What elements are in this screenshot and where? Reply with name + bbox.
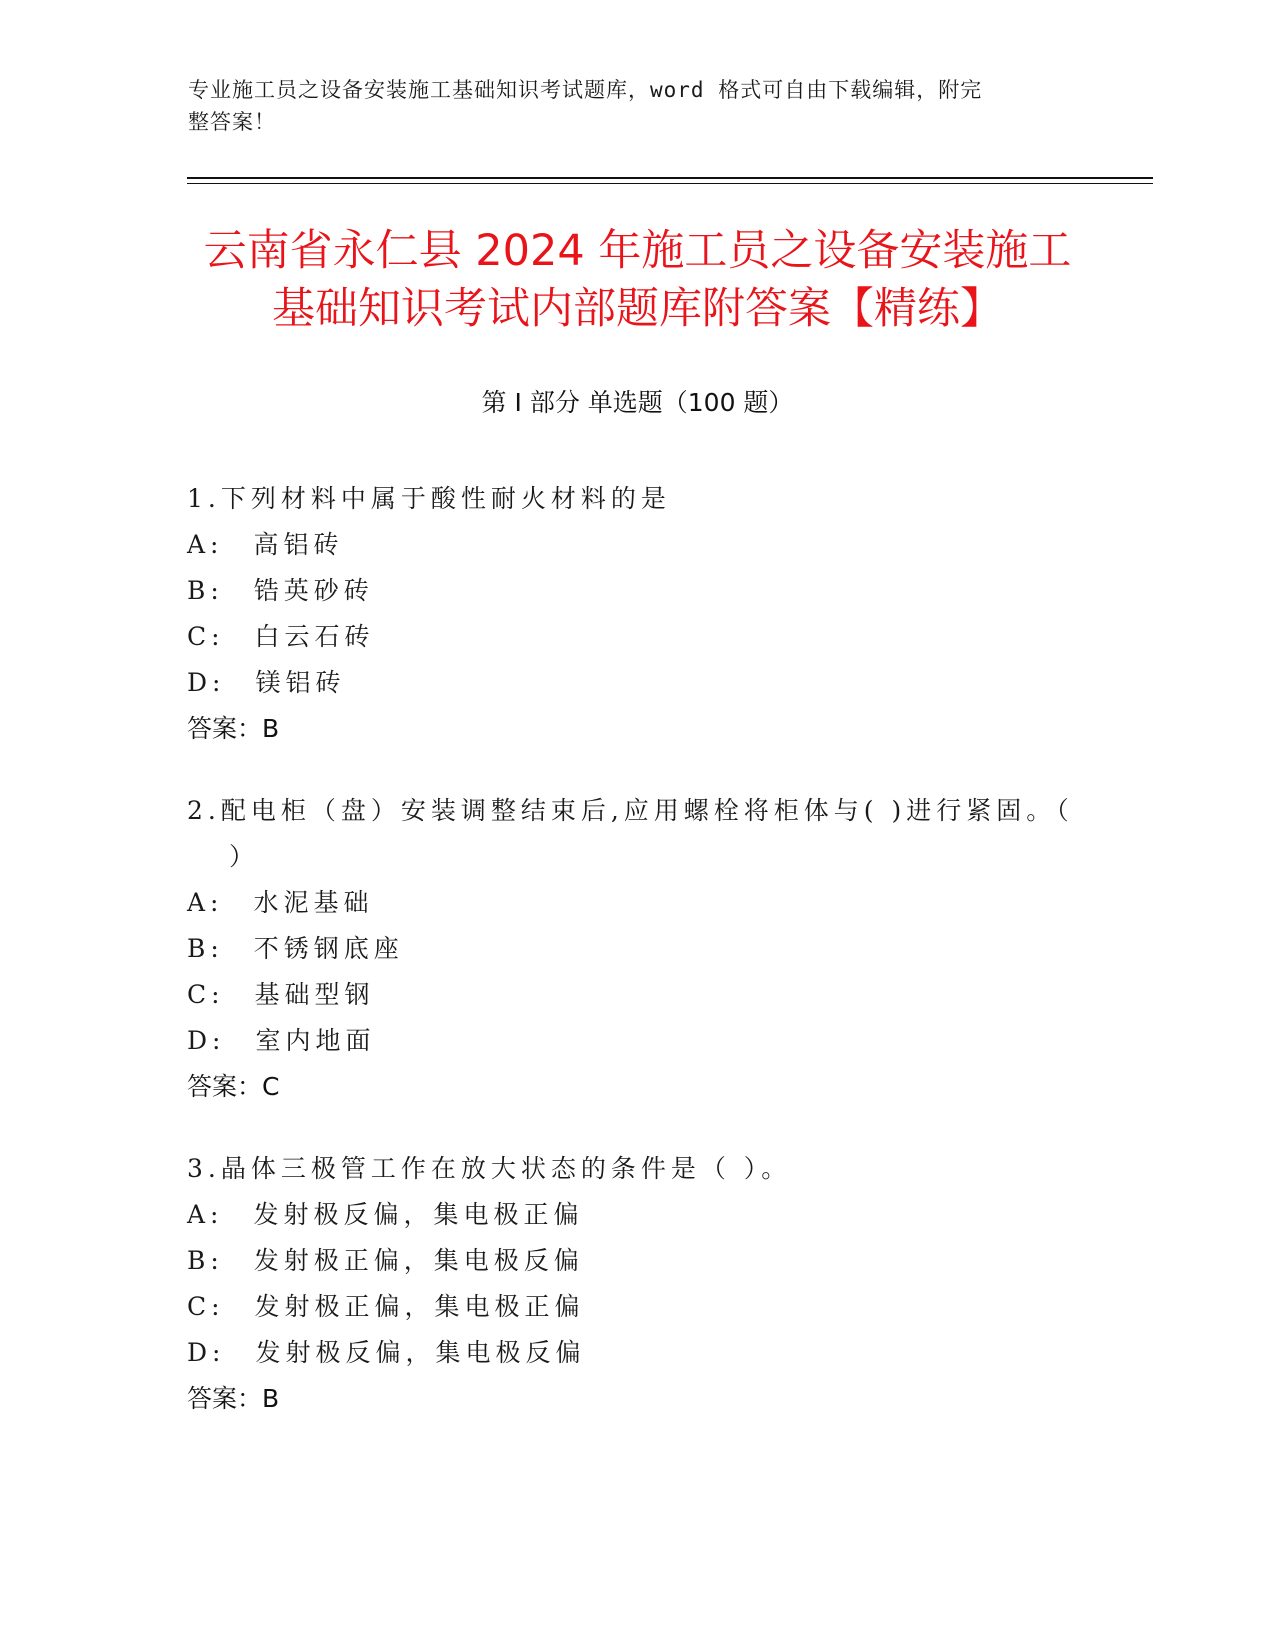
option-d: D: 镁铝砖: [187, 668, 346, 697]
option-c: C: 基础型钢: [187, 980, 375, 1009]
option-d: D: 发射极反偏，集电极反偏: [187, 1338, 586, 1367]
option-b: B: 锆英砂砖: [187, 576, 374, 605]
header-note-line-1: 专业施工员之设备安装施工基础知识考试题库，word 格式可自由下载编辑，附完: [188, 78, 983, 102]
question-1: [187, 476, 1087, 752]
question-stem: 1.下列材料中属于酸性耐火材料的是: [187, 484, 671, 513]
question-stem-continuation: ）: [229, 842, 260, 871]
header-note: [188, 74, 1068, 138]
answer-line: 答案：B: [187, 714, 280, 743]
option-a: A: 水泥基础: [187, 888, 374, 917]
answer-line: 答案：C: [187, 1072, 280, 1101]
option-a: A: 高铝砖: [187, 530, 344, 559]
answer-line: 答案：B: [187, 1384, 280, 1413]
document-title: [150, 222, 1125, 338]
option-b: B: 不锈钢底座: [187, 934, 404, 963]
question-stem: 2.配电柜（盘）安装调整结束后,应用螺栓将柜体与( )进行紧固。（: [187, 796, 1074, 825]
question-3: [187, 1146, 1087, 1422]
question-stem: 3.晶体三极管工作在放大状态的条件是（ ）。: [187, 1154, 792, 1183]
option-b: B: 发射极正偏，集电极反偏: [187, 1246, 584, 1275]
option-c: C: 发射极正偏，集电极正偏: [187, 1292, 585, 1321]
option-d: D: 室内地面: [187, 1026, 376, 1055]
section-heading: 第 I 部分 单选题（100 题）: [481, 388, 794, 417]
header-divider-thick: [187, 177, 1153, 179]
header-divider-thin: [187, 183, 1153, 184]
title-line-2: 基础知识考试内部题库附答案【精练】: [272, 284, 1003, 334]
question-2: [187, 788, 1087, 1110]
option-c: C: 白云石砖: [187, 622, 375, 651]
option-a: A: 发射极反偏，集电极正偏: [187, 1200, 584, 1229]
header-note-line-2: 整答案！: [188, 110, 276, 134]
title-line-1: 云南省永仁县 2024 年施工员之设备安装施工: [203, 226, 1072, 276]
question-list: [187, 476, 1087, 1458]
